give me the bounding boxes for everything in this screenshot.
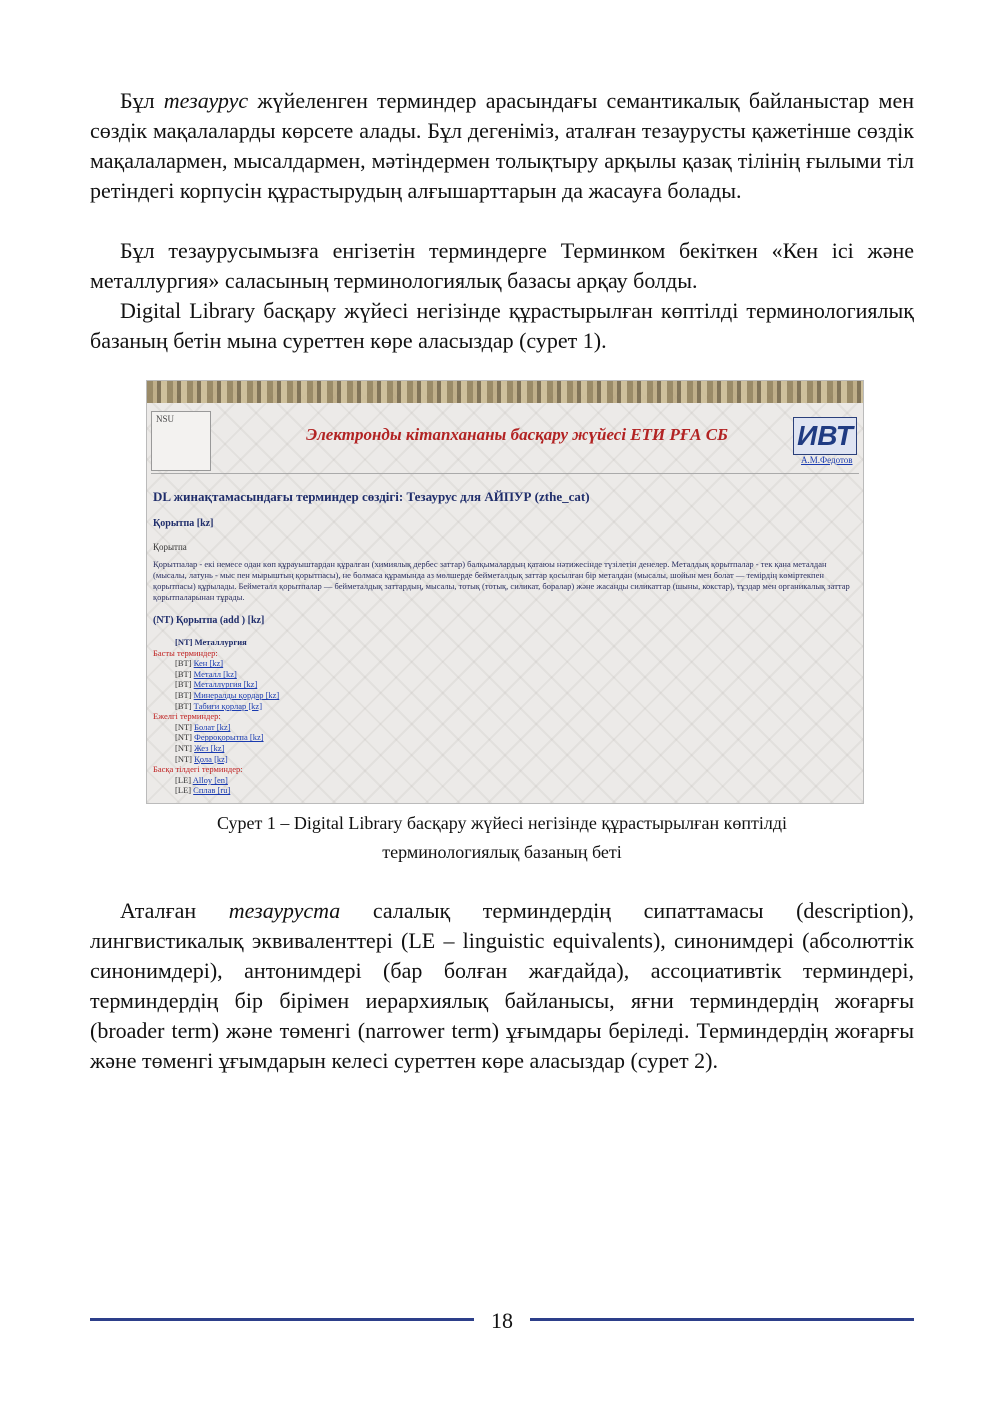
relation-item [153,732,279,743]
broken-image-icon: NSU [156,414,175,424]
relation-section-title: Басқа тілдегі терминдер: [153,764,243,775]
author-link[interactable]: А.М.Федотов [801,455,853,465]
relation-section-title: Ежелгі терминдер: [153,711,221,722]
relation-link[interactable]: Сплав [ru] [193,785,231,796]
relation-link[interactable]: Металл [kz] [193,668,237,679]
top-item: [NT] Металлургия [175,637,247,647]
relation-item [153,754,279,765]
relation-link[interactable]: Минералды қордар [kz] [193,689,280,700]
term-description: Қорытпалар - екі немесе одан көп құрауыштардан құралған (химиялық дербес заттар) балқымалардың қатаюы нәтижесінде түзілетін денелер. Металдық қорытпалар - тек қана металдан (мысалы, латунь - мыс пен мырыштың қорытпасы), не болмаса құрамында аз мөлшерде бейметалдық заттар қосылған бір металдан (мысалы, шойын мен болат — темірдің көміртекпен қорытпасы) құрылады. Бейметалл қорытпалар — бейметалдық заттардың, мысалы, тотық (тотық, силикат, боралар) және жасанды силикаттар (шыны, кокстар), тұздар мен органикалық заттар қорытпаларынан тұрады. [153,559,850,602]
relation-item [153,785,279,796]
figure-divider [151,473,859,474]
nt-heading: (NT) Қорытпа (add ) [kz] [153,615,265,626]
term-heading: Қорытпа [kz] [153,518,214,529]
figure-caption-line-1: Сурет 1 – Digital Library басқару жүйесі негізінде құрастырылған көптілді [216,813,788,833]
nsu-logo-placeholder [151,411,211,471]
relation-tag: [NT] [175,732,192,743]
relation-item [153,722,279,733]
emphasis-tezaurus: тезаурус [163,88,249,113]
relation-link[interactable]: Кен [kz] [193,658,224,669]
relation-tag: [NT] [175,742,192,753]
relation-item [153,743,279,754]
figure-heading: DL жинақтамасындағы терминдер сөздігі: Тезаурус для АЙПУР (zthe_cat) [153,489,590,504]
paragraph-2: Бұл тезаурусымызға енгізетін терминдерге Терминком бекіткен «Кен ісі және металлургия» саласының терминологиялық базасы арқау болды. [90,238,914,293]
relation-link[interactable]: Жез [kz] [194,742,225,753]
relation-tag: [LE] [175,785,192,796]
figure-site-title: Электронды кітапхананы басқару жүйесі ЕТИ РҒА СБ [306,425,728,444]
relation-tag: [BT] [175,689,192,700]
relation-item [153,669,279,680]
paragraph-3: Digital Library басқару жүйесі негізінде құрастырылған көптілді терминологиялық базаның бетін мына суреттен көре аласыздар (сурет 1). [90,298,914,353]
footer-line-left [90,1318,474,1321]
paragraph-1: Бұл тезаурус жүйеленген терминдер арасындағы семантикалық байланыстар мен сөздік мақалаларды көрсете алады. Бұл дегеніміз, аталған тезаурусты қажетінше сөздік мақалалармен, мысалдармен, мәтіндермен толықтыру арқылы қазақ тілінің ғылыми тіл ретіндегі корпусін құрастырудың алғышарттарын да жасауға болады. [90,88,914,203]
relation-item [153,775,279,786]
ivt-logo[interactable]: ИВТ [793,417,857,455]
relations-list [153,637,279,796]
relation-tag: [NT] [175,721,192,732]
relation-link[interactable]: Alloy [en] [192,774,228,785]
relation-tag: [BT] [175,700,192,711]
relation-link[interactable]: Болат [kz] [194,721,231,732]
page-number: 18 [491,1308,513,1333]
term-name: Қорытпа [153,542,187,552]
relation-item [153,701,279,712]
relation-item [153,690,279,701]
relation-tag: [BT] [175,668,192,679]
relation-tag: [NT] [175,753,192,764]
relation-tag: [BT] [175,679,192,690]
relation-section-title: Басты терминдер: [153,647,218,658]
footer-line-right [530,1318,914,1321]
relation-link[interactable]: Табиғи қорлар [kz] [193,700,263,711]
relation-link[interactable]: Қола [kz] [194,753,228,764]
decorative-header-band [147,381,863,403]
relation-tag: [LE] [175,774,192,785]
relation-item [153,679,279,690]
figure-caption-line-2: терминологиялық базаның беті [382,842,622,862]
paragraph-4: Аталған тезауруста салалық терминдердің сипаттамасы (description), лингвистикалық эквиваленттері (LE – linguistic equivalents), синонимдері (абсолюттік синонимдері), антонимдері (бар болған жағдайда), ассоциативтік терминдері, терминдердің бір бірімен иерархиялық байланысы, яғни терминдердің жоғарғы (broader term) және төменгі (narrower term) ұғымдары беріледі. Терминдердің жоғарғы және төменгі ұғымдарын келесі суреттен көре аласыздар (сурет 2). [90,898,914,1073]
relation-item [153,658,279,669]
relation-link[interactable]: Металлургия [kz] [193,679,258,690]
relation-link[interactable]: Ферроқорытпа [kz] [194,732,264,743]
figure-1-screenshot [146,380,864,804]
emphasis-tezaurusta: тезауруста [228,898,341,923]
relation-tag: [BT] [175,658,192,669]
